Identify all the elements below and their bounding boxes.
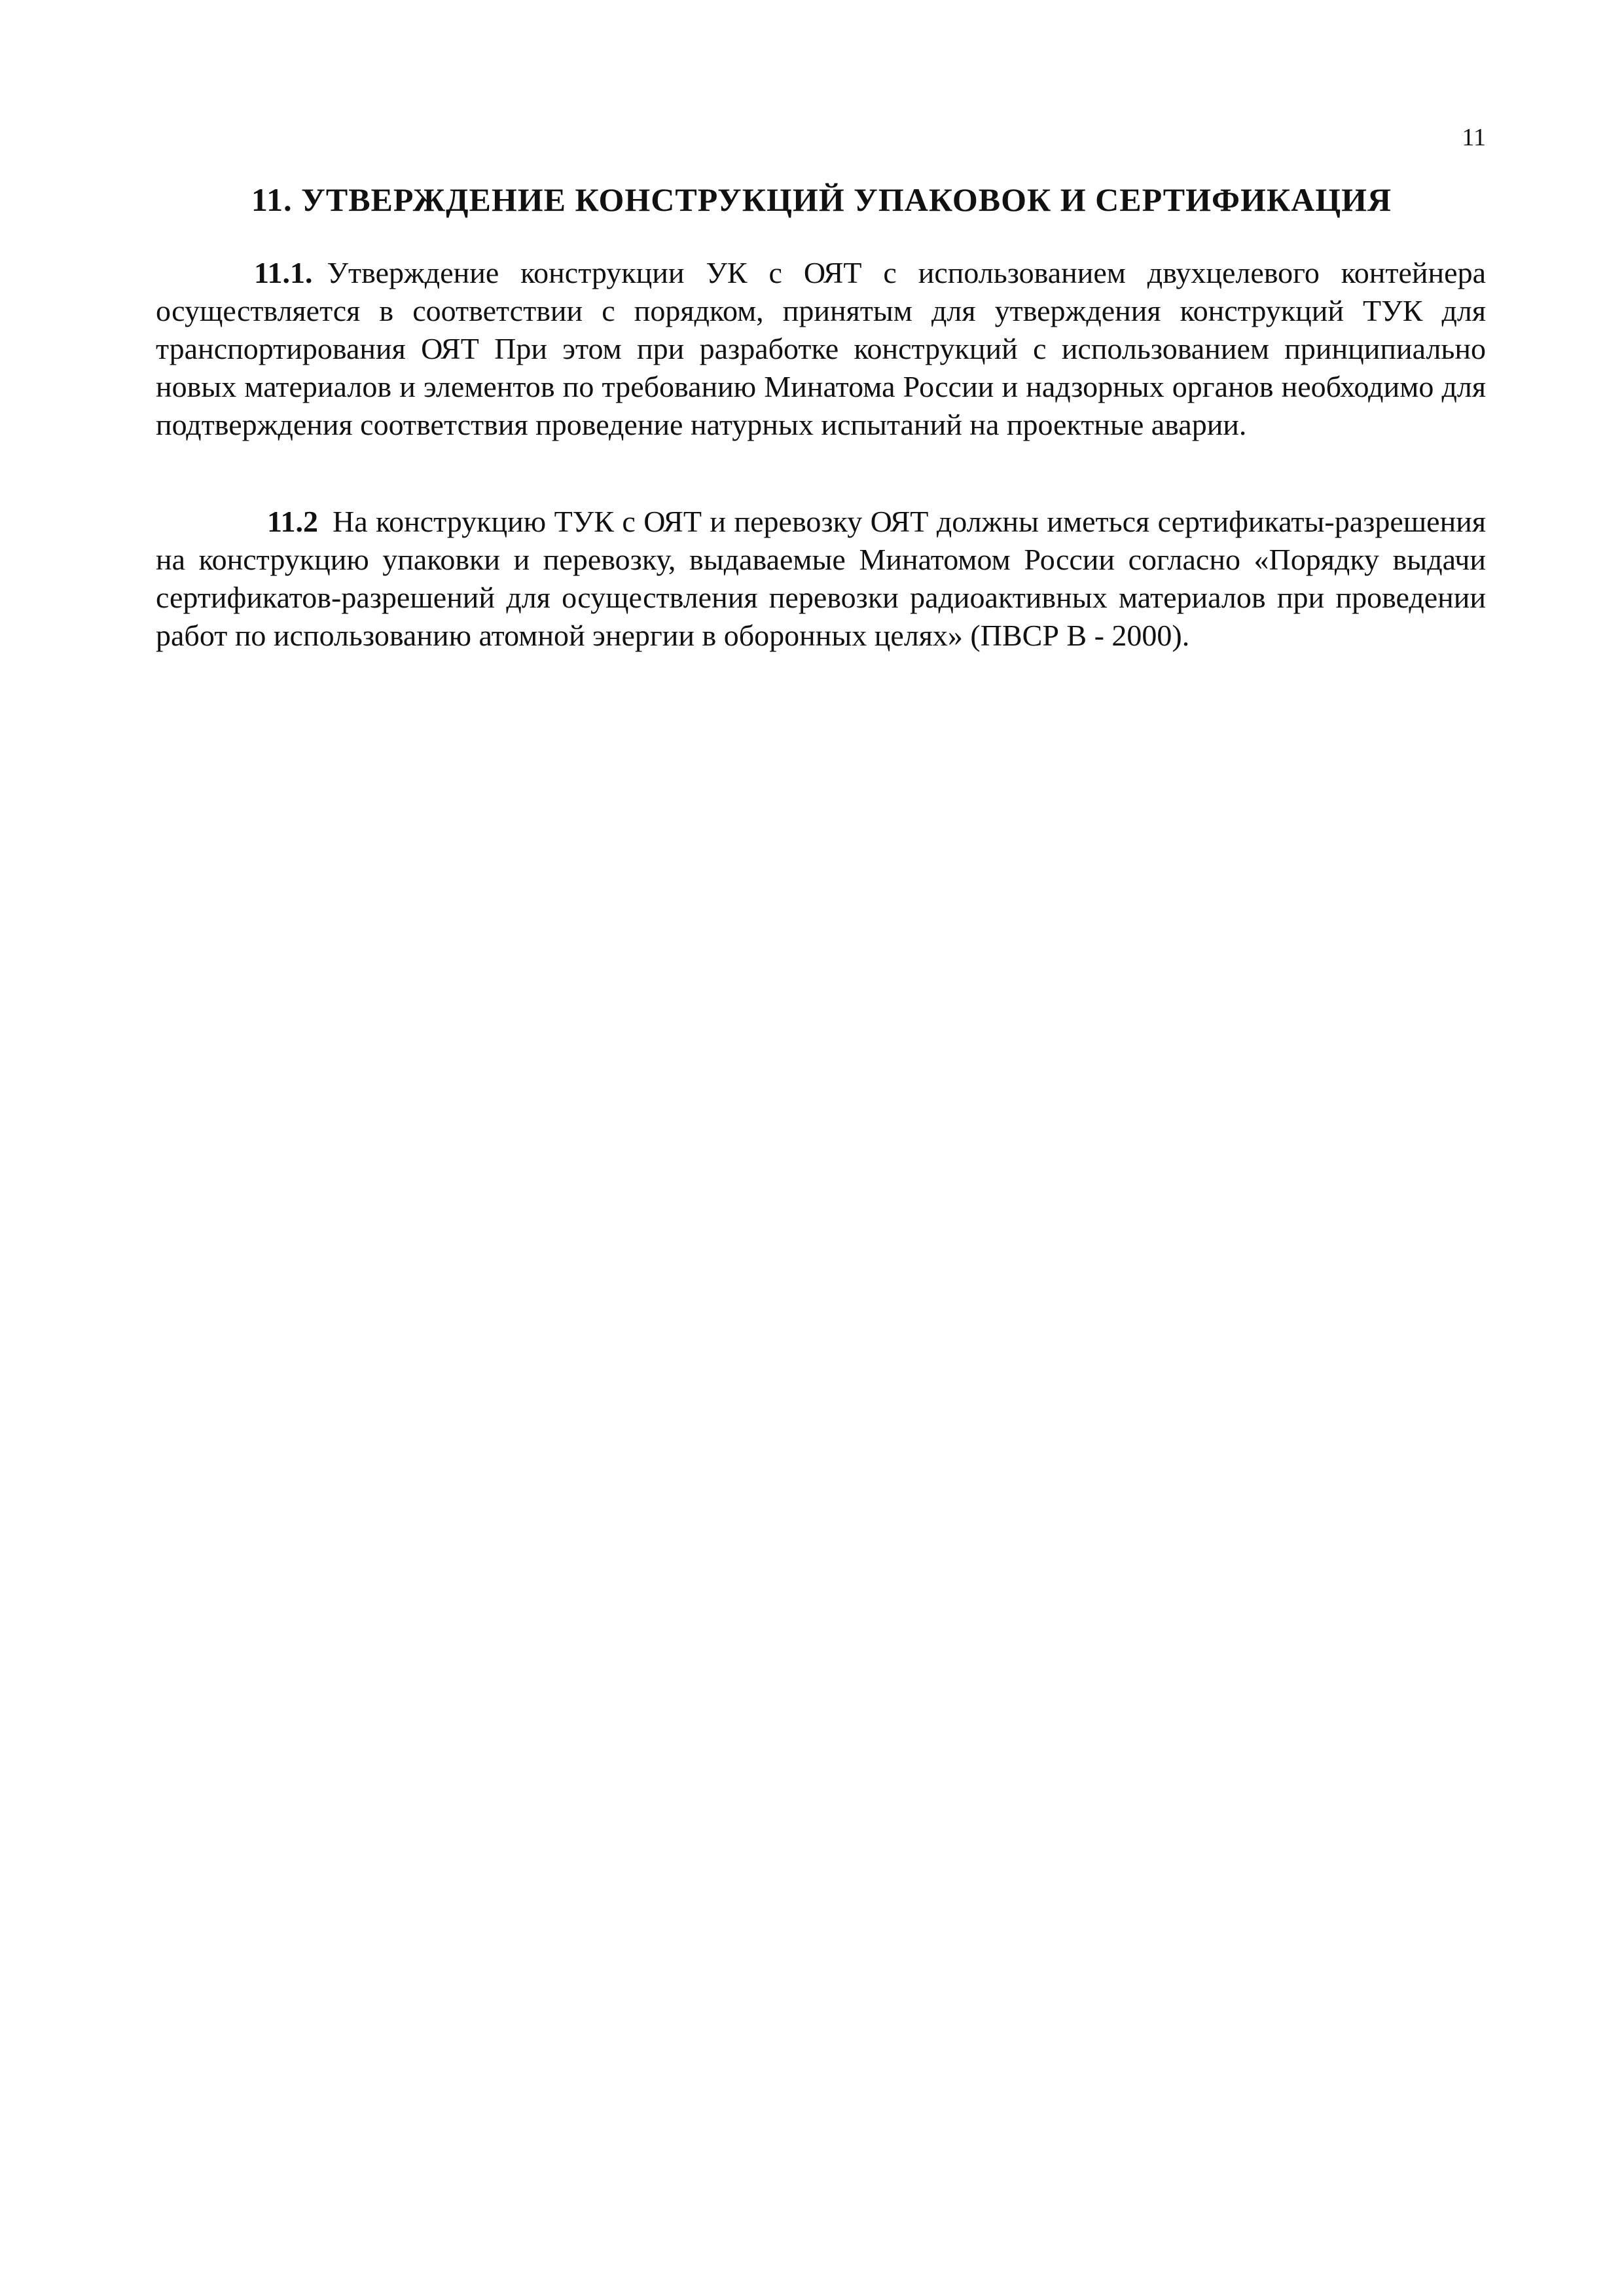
paragraph-number: 11.1. (254, 256, 313, 289)
paragraph-text: На конструкцию ТУК с ОЯТ и перевозку ОЯТ должны иметься сертификаты-разрешения на конструкцию упаковки и перевозку, выдаваемые Минатомом России согласно «Порядку выдачи сертификатов-разрешений для осуществления перевозки радиоактивных материалов при проведении работ по использованию атомной энергии в оборонных целях» (ПВСР В - 2000). (156, 505, 1486, 652)
page-number: 11 (1462, 124, 1486, 151)
paragraph-text: Утверждение конструкции УК с ОЯТ с использованием двухцелевого контейнера осуществляется в соответствии с порядком, принятым для утверждения конструкций ТУК для транспортирования ОЯТ При этом при разработке конструкций с использованием принципиально новых материалов и элементов по требованию Минатома России и надзорных органов необходимо для подтверждения соответствия проведение натурных испытаний на проектные аварии. (156, 256, 1486, 441)
paragraph-number: 11.2 (267, 505, 318, 538)
paragraph-11-1 (156, 254, 1486, 444)
section-title: 11. УТВЕРЖДЕНИЕ КОНСТРУКЦИЙ УПАКОВОК И СЕРТИФИКАЦИЯ (251, 181, 1392, 218)
paragraph-11-2 (156, 503, 1486, 655)
